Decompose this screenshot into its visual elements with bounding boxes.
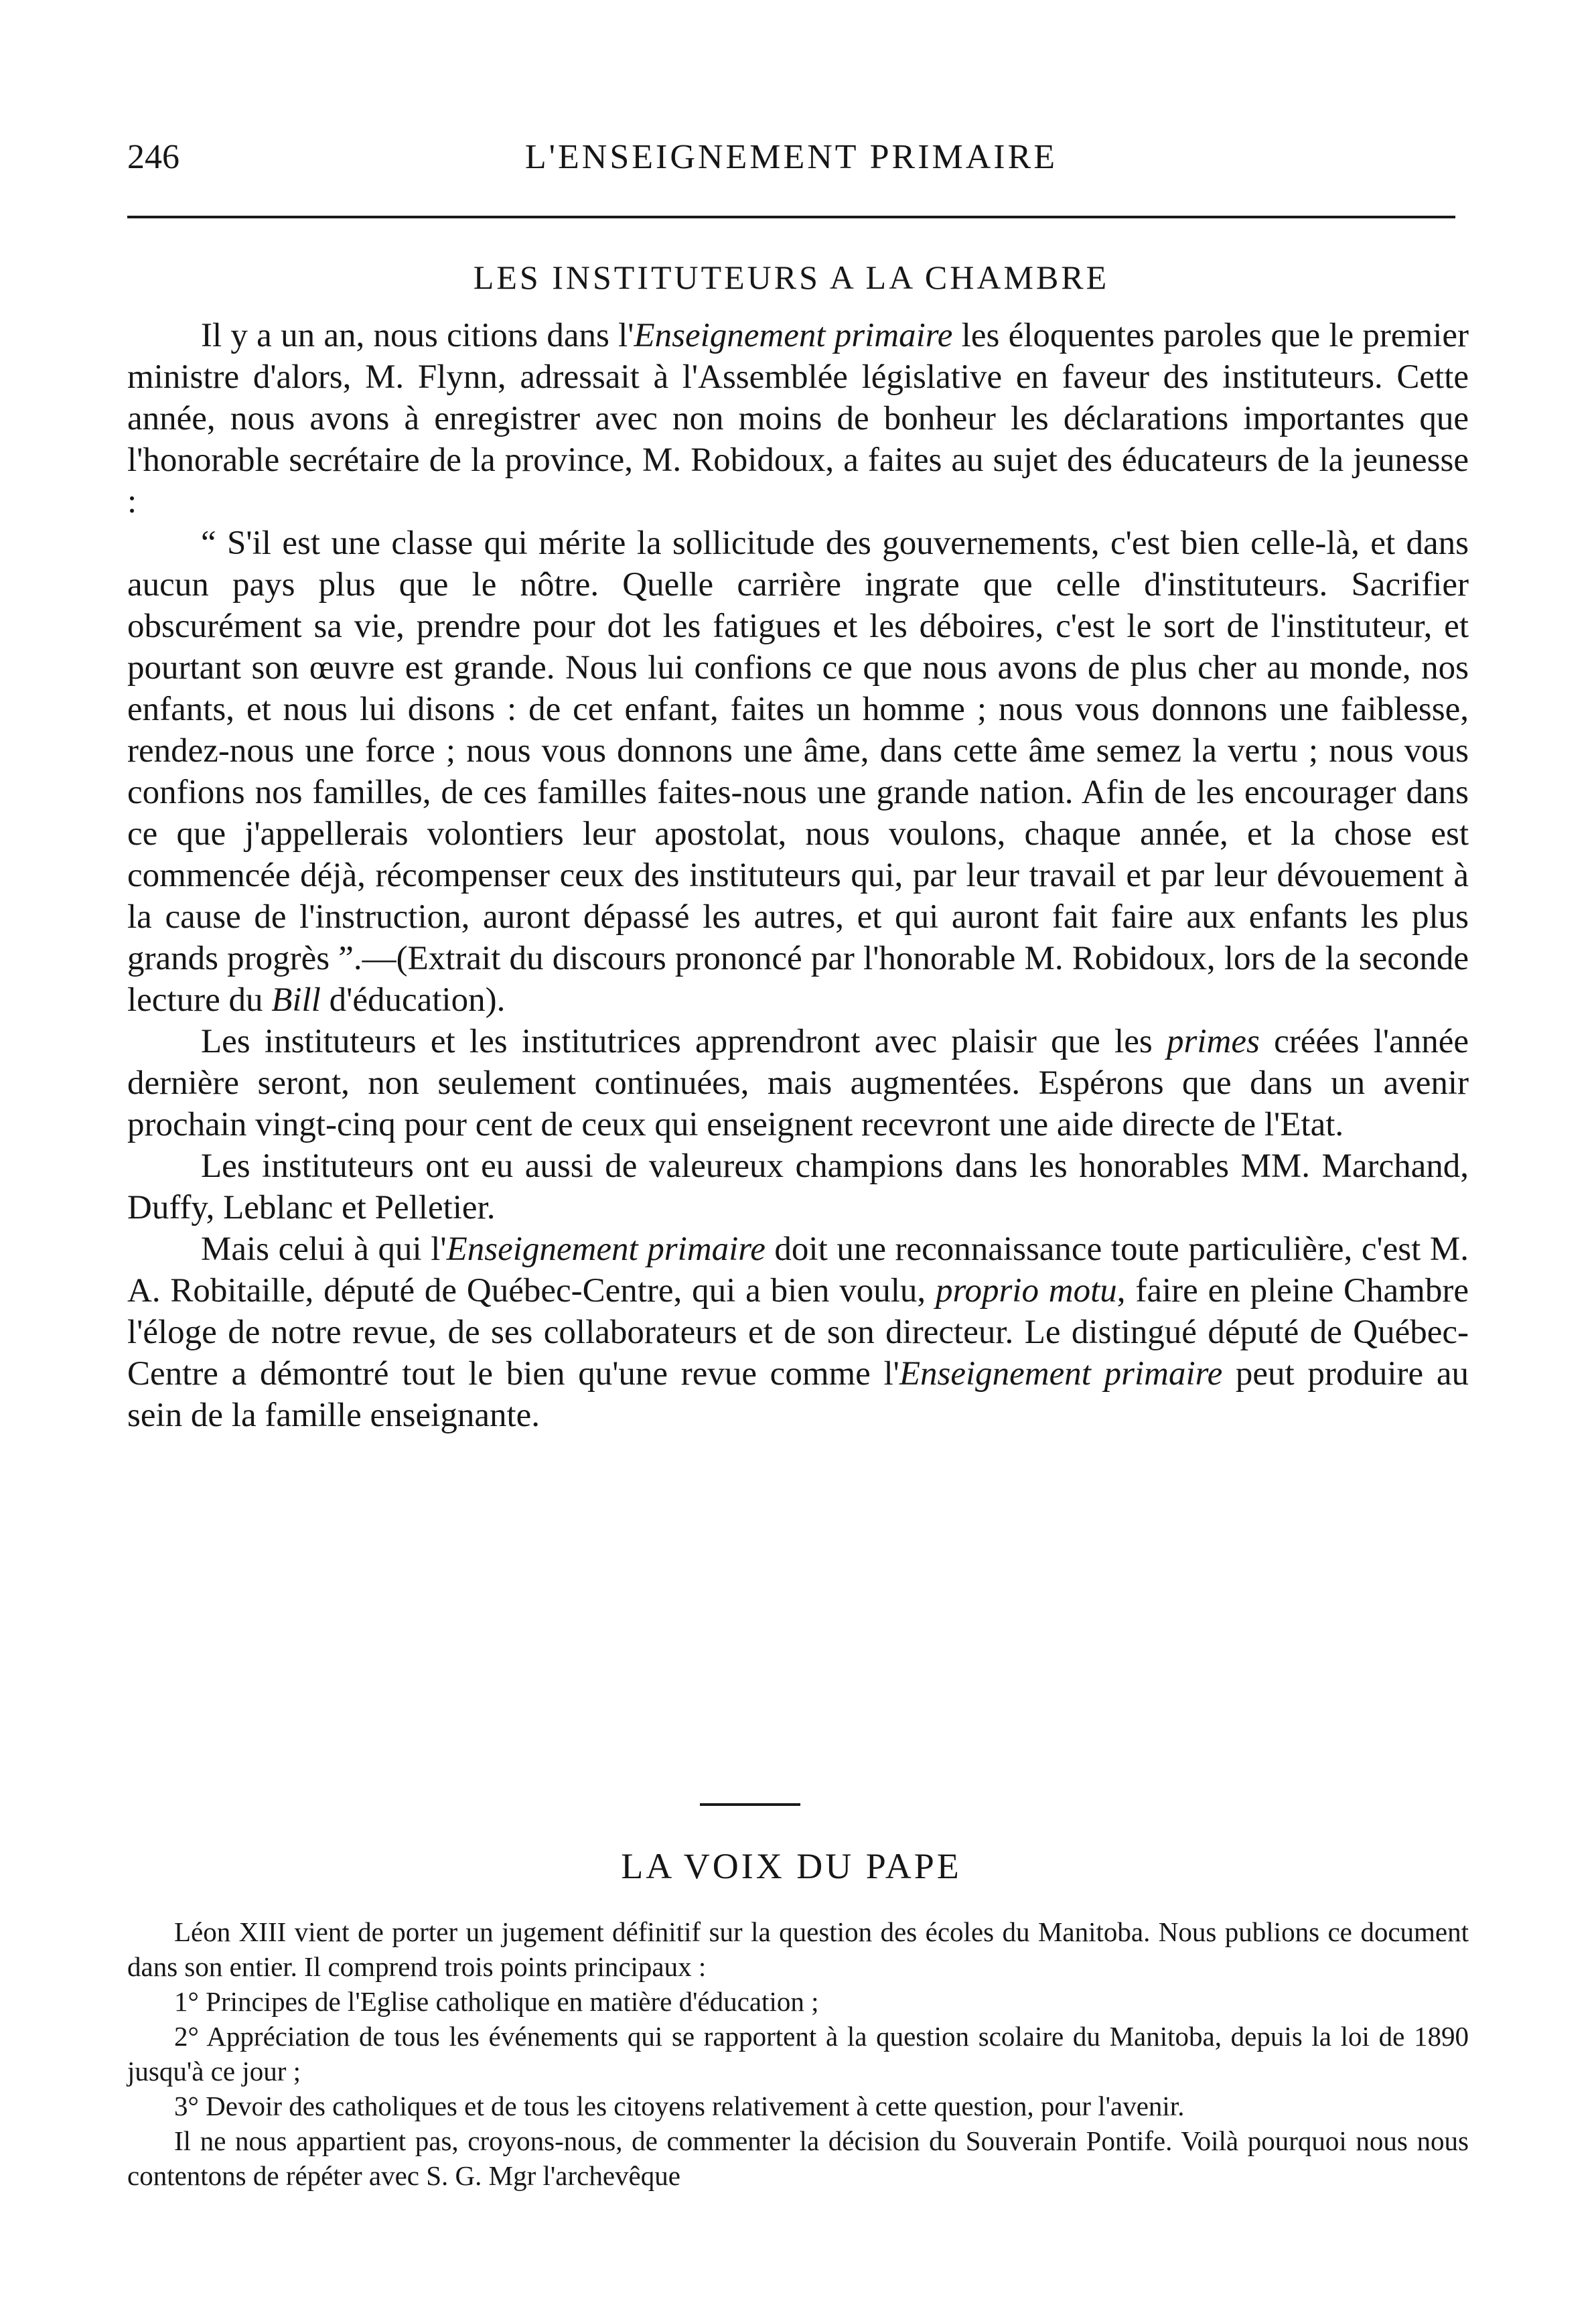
- list-item-appreciation: 2° Appréciation de tous les événements qui se rapportent à la question scolaire du Manitoba, depuis la loi de 1890 jusqu'à ce jour ;: [127, 2021, 1469, 2087]
- list-item-principes: 1° Principes de l'Eglise catholique en matière d'éducation ;: [174, 1986, 819, 2017]
- italic-run: Enseignement primaire: [634, 317, 953, 354]
- paragraph-quote: [127, 522, 1469, 1021]
- text-run: d'éducation).: [320, 981, 506, 1019]
- text-run: les éloquentes paroles que le premier ministre d'alors, M. Flynn, adressait à l'Assemblée législative en faveur des instituteurs. Cette année, nous avons à enregistrer avec non moins de bonheur les déclarations importantes que l'honorable secrétaire de la province, M. Robidoux, a faites au sujet des éducateurs de la jeunesse :: [127, 317, 1469, 520]
- section-divider: [700, 1803, 800, 1806]
- italic-run: Enseignement primaire: [899, 1355, 1223, 1393]
- article-body-instituteurs: [127, 315, 1469, 1436]
- article-title-instituteurs: LES INSTITUTEURS A LA CHAMBRE: [473, 259, 1110, 296]
- page-number: 246: [127, 138, 179, 176]
- paragraph-robitaille: [127, 1228, 1469, 1436]
- paragraph-intro: [127, 315, 1469, 522]
- text-run: Mais celui à qui l': [201, 1230, 447, 1268]
- italic-run: primes: [1166, 1023, 1260, 1060]
- header-rule: [127, 216, 1455, 218]
- text-run: doit une reconnaissance toute particulière, c'est M. A. Robitaille, député de Québec-Centre, qui a bien voulu,: [127, 1230, 1469, 1310]
- text-run: Les instituteurs et les institutrices apprendront avec plaisir que les: [201, 1023, 1167, 1060]
- list-item-devoir: 3° Devoir des catholiques et de tous les citoyens relativement à cette question, pour l'avenir.: [174, 2091, 1185, 2121]
- text-run: peut produire au sein de la famille enseignante.: [127, 1355, 1469, 1434]
- italic-run: proprio motu: [935, 1272, 1117, 1310]
- paragraph-leon-xiii: Léon XIII vient de porter un jugement définitif sur la question des écoles du Manitoba. Nous publions ce document dans son entier. Il comprend trois points principaux :: [127, 1916, 1469, 1982]
- text-run: “ S'il est une classe qui mérite la sollicitude des gouvernements, c'est bien celle-là, et dans aucun pays plus que le nôtre. Quelle carrière ingrate que celle d'instituteurs. Sacrifier obscurément sa vie, prendre pour dot les fatigues et les déboires, c'est le sort de l'instituteur, et pourtant son œuvre est grande. Nous lui confions ce que nous avons de plus cher au monde, nos enfants, et nous lui disons : de cet enfant, faites un homme ; nous vous donnons une faiblesse, rendez-nous une force ; nous vous donnons une âme, dans cette âme semez la vertu ; nous vous confions nos familles, de ces familles faites-nous une grande nation. Afin de les encourager dans ce que j'appellerais volontiers leur apostolat, nous voulons, chaque année, et la chose est commencée déjà, récompenser ceux des instituteurs qui, par leur travail et par leur dévouement à la cause de l'instruction, auront dépassé les autres, et qui auront fait faire aux enfants les plus grands progrès ”.—(Extrait du discours prononcé par l'honorable M. Robidoux, lors de la seconde lecture du: [127, 524, 1469, 1019]
- italic-run: Bill: [271, 981, 321, 1019]
- text-run: créées l'année dernière seront, non seulement continuées, mais augmentées. Espérons que dans un avenir prochain vingt-cinq pour cent de ceux qui enseignent recevront une aide directe de l'Etat.: [127, 1023, 1469, 1143]
- paragraph-primes: [127, 1021, 1469, 1145]
- running-title: L'ENSEIGNEMENT PRIMAIRE: [524, 138, 1058, 176]
- paragraph-champions: Les instituteurs ont eu aussi de valeureux champions dans les honorables MM. Marchand, Duffy, Leblanc et Pelletier.: [127, 1147, 1469, 1226]
- text-run: Il y a un an, nous citions dans l': [201, 317, 634, 354]
- article-body-voix-du-pape: [127, 1914, 1469, 2193]
- paragraph-commentaire: Il ne nous appartient pas, croyons-nous, de commenter la décision du Souverain Pontife. Voilà pourquoi nous nous contentons de répéter avec S. G. Mgr l'archevêque: [127, 2125, 1469, 2191]
- italic-run: Enseignement primaire: [446, 1230, 766, 1268]
- article-title-voix-du-pape: LA VOIX DU PAPE: [621, 1846, 962, 1886]
- text-run: , faire en pleine Chambre l'éloge de notre revue, de ses collaborateurs et de son directeur. Le distingué député de Québec-Centre a démontré tout le bien qu'une revue comme l': [127, 1272, 1469, 1393]
- running-head: [127, 137, 1455, 198]
